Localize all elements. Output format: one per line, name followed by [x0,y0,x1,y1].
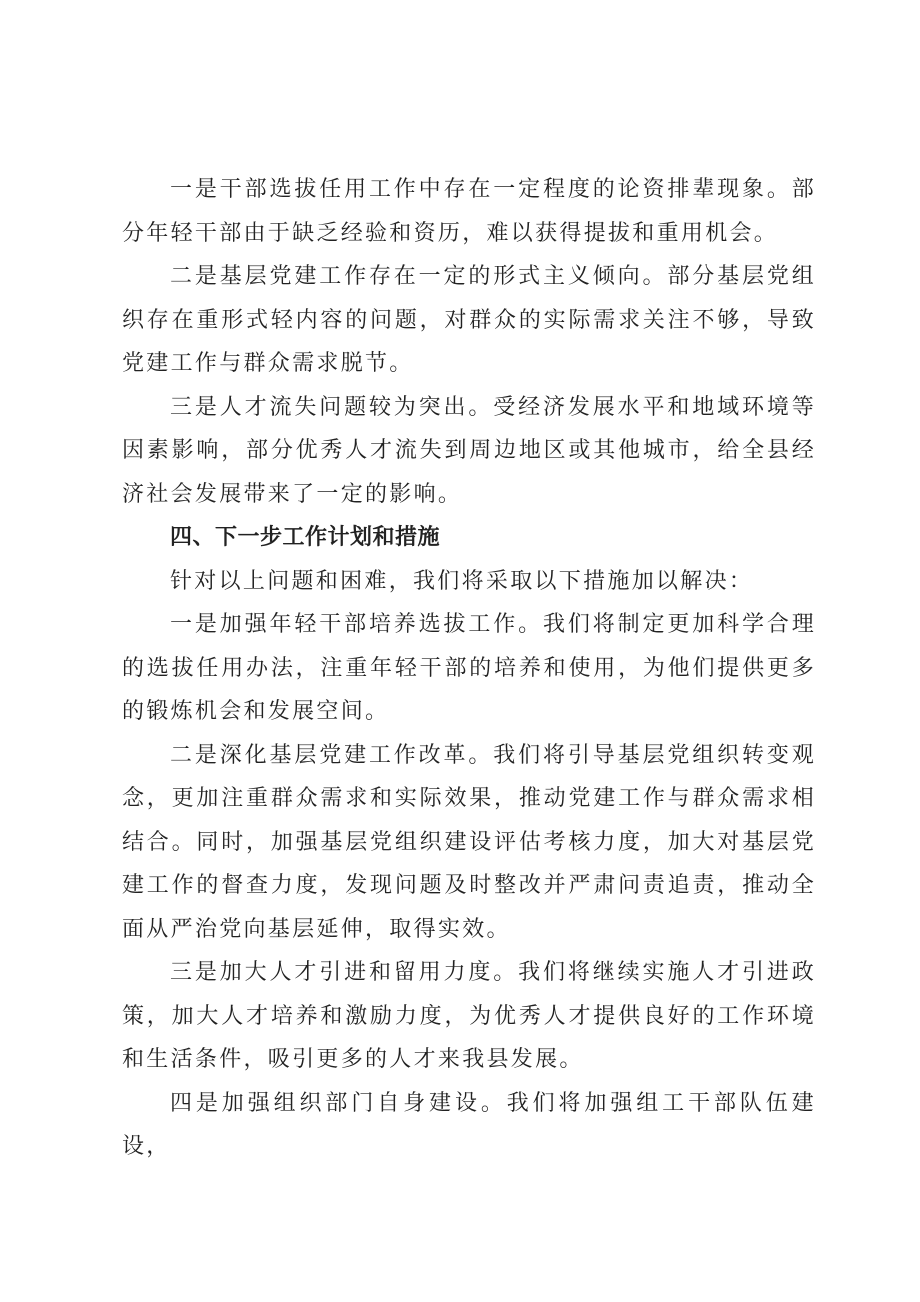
paragraph-problem-2: 二是基层党建工作存在一定的形式主义倾向。部分基层党组织存在重形式轻内容的问题，对群众的实际需求关注不够，导致党建工作与群众需求脱节。 [122,264,816,376]
paragraph-intro: 针对以上问题和困难，我们将采取以下措施加以解决： [170,568,754,594]
paragraph-problem-3: 三是人才流失问题较为突出。受经济发展水平和地域环境等因素影响，部分优秀人才流失到周边地区或其他城市，给全县经济社会发展带来了一定的影响。 [122,394,816,507]
paragraph-measure-3: 三是加大人才引进和留用力度。我们将继续实施人才引进政策，加大人才培养和激励力度，为优秀人才提供良好的工作环境和生活条件，吸引更多的人才来我县发展。 [122,960,816,1072]
paragraph-measure-4: 四是加强组织部门自身建设。我们将加强组工干部队伍建设， [122,1090,816,1159]
document-body [122,168,816,1169]
paragraph-measure-1: 一是加强年轻干部培养选拔工作。我们将制定更加科学合理的选拔任用办法，注重年轻干部的培养和使用，为他们提供更多的锻炼机会和发展空间。 [122,612,816,724]
section-heading: 四、下一步工作计划和措施 [170,525,441,550]
paragraph-problem-1: 一是干部选拔任用工作中存在一定程度的论资排辈现象。部分年轻干部由于缺乏经验和资历，难以获得提拔和重用机会。 [122,177,816,246]
paragraph-measure-2: 二是深化基层党建工作改革。我们将引导基层党组织转变观念，更加注重群众需求和实际效果，推动党建工作与群众需求相结合。同时，加强基层党组织建设评估考核力度，加大对基层党建工作的督查力度，发现问题及时整改并严肃问责追责，推动全面从严治党向基层延伸，取得实效。 [122,742,816,942]
